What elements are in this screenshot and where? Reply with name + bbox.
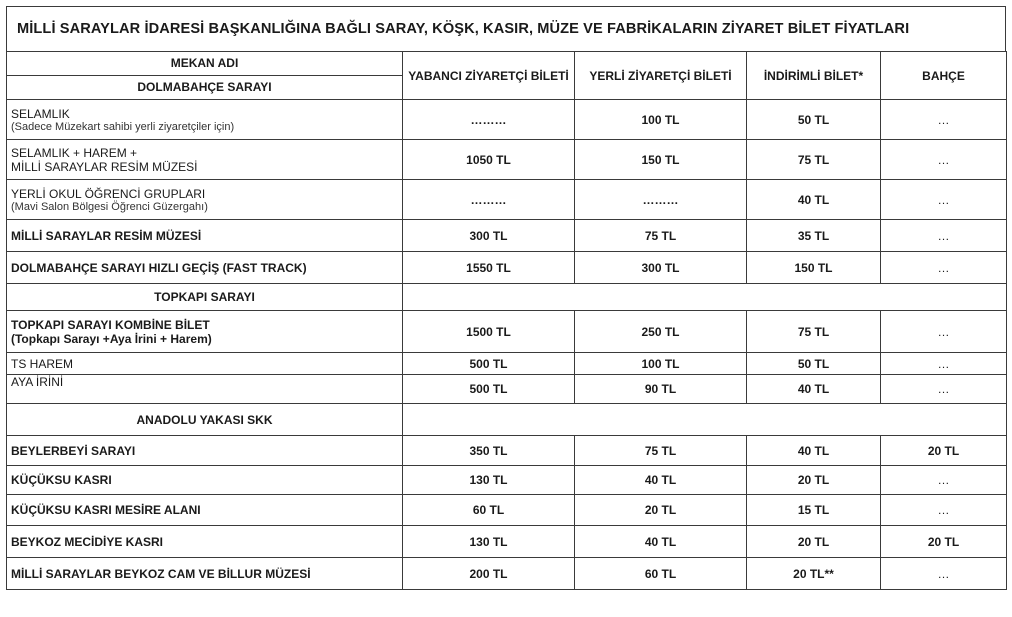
header-yerli: YERLİ ZİYARETÇİ BİLETİ xyxy=(575,52,747,100)
cell-yabanci: 130 TL xyxy=(403,526,575,558)
row-name: MİLLİ SARAYLAR RESİM MÜZESİ xyxy=(7,220,403,252)
cell-yabanci: 350 TL xyxy=(403,436,575,466)
cell-indirimli: 50 TL xyxy=(747,353,881,375)
cell-yerli: 40 TL xyxy=(575,526,747,558)
cell-bahce: 20 TL xyxy=(881,436,1007,466)
row-name-cell xyxy=(7,140,403,180)
cell-yerli: 60 TL xyxy=(575,558,747,590)
cell-yerli: 250 TL xyxy=(575,311,747,353)
cell-yabanci: ……… xyxy=(403,100,575,140)
section-empty-cell xyxy=(403,404,1007,436)
table-row xyxy=(7,526,1007,558)
header-mekan: MEKAN ADI xyxy=(7,52,402,76)
cell-yabanci: ……… xyxy=(403,180,575,220)
header-row xyxy=(7,52,1007,100)
row-name: DOLMABAHÇE SARAYI HIZLI GEÇİŞ (FAST TRACK) xyxy=(7,252,403,284)
row-name: BEYLERBEYİ SARAYI xyxy=(7,436,403,466)
cell-bahce: … xyxy=(881,558,1007,590)
section-topkapi: TOPKAPI SARAYI xyxy=(7,284,403,311)
section-row xyxy=(7,404,1007,436)
cell-yabanci: 1550 TL xyxy=(403,252,575,284)
cell-yerli: 300 TL xyxy=(575,252,747,284)
row-name-cell xyxy=(7,180,403,220)
cell-yabanci: 1050 TL xyxy=(403,140,575,180)
section-dolmabahce: DOLMABAHÇE SARAYI xyxy=(137,80,272,94)
table-row xyxy=(7,466,1007,495)
cell-yerli: 90 TL xyxy=(575,375,747,404)
table-row xyxy=(7,311,1007,353)
cell-indirimli: 15 TL xyxy=(747,495,881,526)
cell-indirimli: 50 TL xyxy=(747,100,881,140)
table-row xyxy=(7,220,1007,252)
cell-yabanci: 200 TL xyxy=(403,558,575,590)
row-name: TS HAREM xyxy=(7,353,403,375)
header-mekan-cell xyxy=(7,52,403,100)
cell-bahce: … xyxy=(881,466,1007,495)
cell-yerli: 75 TL xyxy=(575,436,747,466)
price-document xyxy=(6,6,1006,590)
cell-yerli: 100 TL xyxy=(575,100,747,140)
cell-yabanci: 60 TL xyxy=(403,495,575,526)
cell-bahce: … xyxy=(881,100,1007,140)
table-row xyxy=(7,495,1007,526)
cell-indirimli: 20 TL xyxy=(747,526,881,558)
cell-indirimli: 20 TL xyxy=(747,466,881,495)
cell-bahce: … xyxy=(881,140,1007,180)
row-name: KÜÇÜKSU KASRI MESİRE ALANI xyxy=(7,495,403,526)
cell-yerli: 75 TL xyxy=(575,220,747,252)
document-title: MİLLİ SARAYLAR İDARESİ BAŞKANLIĞINA BAĞLI SARAY, KÖŞK, KASIR, MÜZE VE FABRİKALARIN ZİYARET BİLET FİYATLARI xyxy=(6,6,1006,51)
cell-yabanci: 1500 TL xyxy=(403,311,575,353)
cell-yabanci: 500 TL xyxy=(403,375,575,404)
table-row xyxy=(7,100,1007,140)
cell-yerli: 20 TL xyxy=(575,495,747,526)
header-bahce: BAHÇE xyxy=(881,52,1007,100)
header-indirimli: İNDİRİMLİ BİLET* xyxy=(747,52,881,100)
table-row xyxy=(7,375,1007,404)
cell-bahce: … xyxy=(881,311,1007,353)
cell-indirimli: 40 TL xyxy=(747,180,881,220)
cell-indirimli: 35 TL xyxy=(747,220,881,252)
cell-yabanci: 130 TL xyxy=(403,466,575,495)
row-name: BEYKOZ MECİDİYE KASRI xyxy=(7,526,403,558)
cell-bahce: … xyxy=(881,353,1007,375)
row-name: SELAMLIK xyxy=(11,106,70,121)
price-table xyxy=(6,51,1007,590)
cell-yabanci: 300 TL xyxy=(403,220,575,252)
cell-bahce: … xyxy=(881,375,1007,404)
table-row xyxy=(7,353,1007,375)
cell-yabanci: 500 TL xyxy=(403,353,575,375)
section-row xyxy=(7,284,1007,311)
table-row xyxy=(7,436,1007,466)
cell-indirimli: 75 TL xyxy=(747,311,881,353)
row-name: MİLLİ SARAYLAR BEYKOZ CAM VE BİLLUR MÜZESİ xyxy=(7,558,403,590)
table-row xyxy=(7,140,1007,180)
row-name: AYA İRİNİ xyxy=(7,375,403,404)
row-name: TOPKAPI SARAYI KOMBİNE BİLET xyxy=(11,317,210,332)
cell-indirimli: 40 TL xyxy=(747,436,881,466)
section-anadolu: ANADOLU YAKASI SKK xyxy=(7,404,403,436)
cell-yerli: 40 TL xyxy=(575,466,747,495)
table-row xyxy=(7,180,1007,220)
row-subtitle: MİLLİ SARAYLAR RESİM MÜZESİ xyxy=(11,159,198,174)
cell-indirimli: 40 TL xyxy=(747,375,881,404)
row-name-cell xyxy=(7,100,403,140)
cell-yerli: ……… xyxy=(575,180,747,220)
row-name: YERLİ OKUL ÖĞRENCİ GRUPLARI xyxy=(11,186,206,201)
row-subtitle: (Sadece Müzekart sahibi yerli ziyaretçiler için) xyxy=(11,120,235,133)
row-name: SELAMLIK + HAREM + xyxy=(11,145,138,160)
cell-indirimli: 75 TL xyxy=(747,140,881,180)
cell-bahce: 20 TL xyxy=(881,526,1007,558)
cell-yerli: 100 TL xyxy=(575,353,747,375)
section-empty-cell xyxy=(403,284,1007,311)
row-subtitle: (Mavi Salon Bölgesi Öğrenci Güzergahı) xyxy=(11,200,208,213)
cell-bahce: … xyxy=(881,252,1007,284)
cell-bahce: … xyxy=(881,495,1007,526)
table-row xyxy=(7,252,1007,284)
table-row xyxy=(7,558,1007,590)
cell-indirimli: 20 TL** xyxy=(747,558,881,590)
cell-indirimli: 150 TL xyxy=(747,252,881,284)
cell-yerli: 150 TL xyxy=(575,140,747,180)
row-name: KÜÇÜKSU KASRI xyxy=(7,466,403,495)
cell-bahce: … xyxy=(881,220,1007,252)
row-subtitle: (Topkapı Sarayı +Aya İrini + Harem) xyxy=(11,331,212,346)
header-yabanci: YABANCI ZİYARETÇİ BİLETİ xyxy=(403,52,575,100)
cell-bahce: … xyxy=(881,180,1007,220)
row-name-cell xyxy=(7,311,403,353)
